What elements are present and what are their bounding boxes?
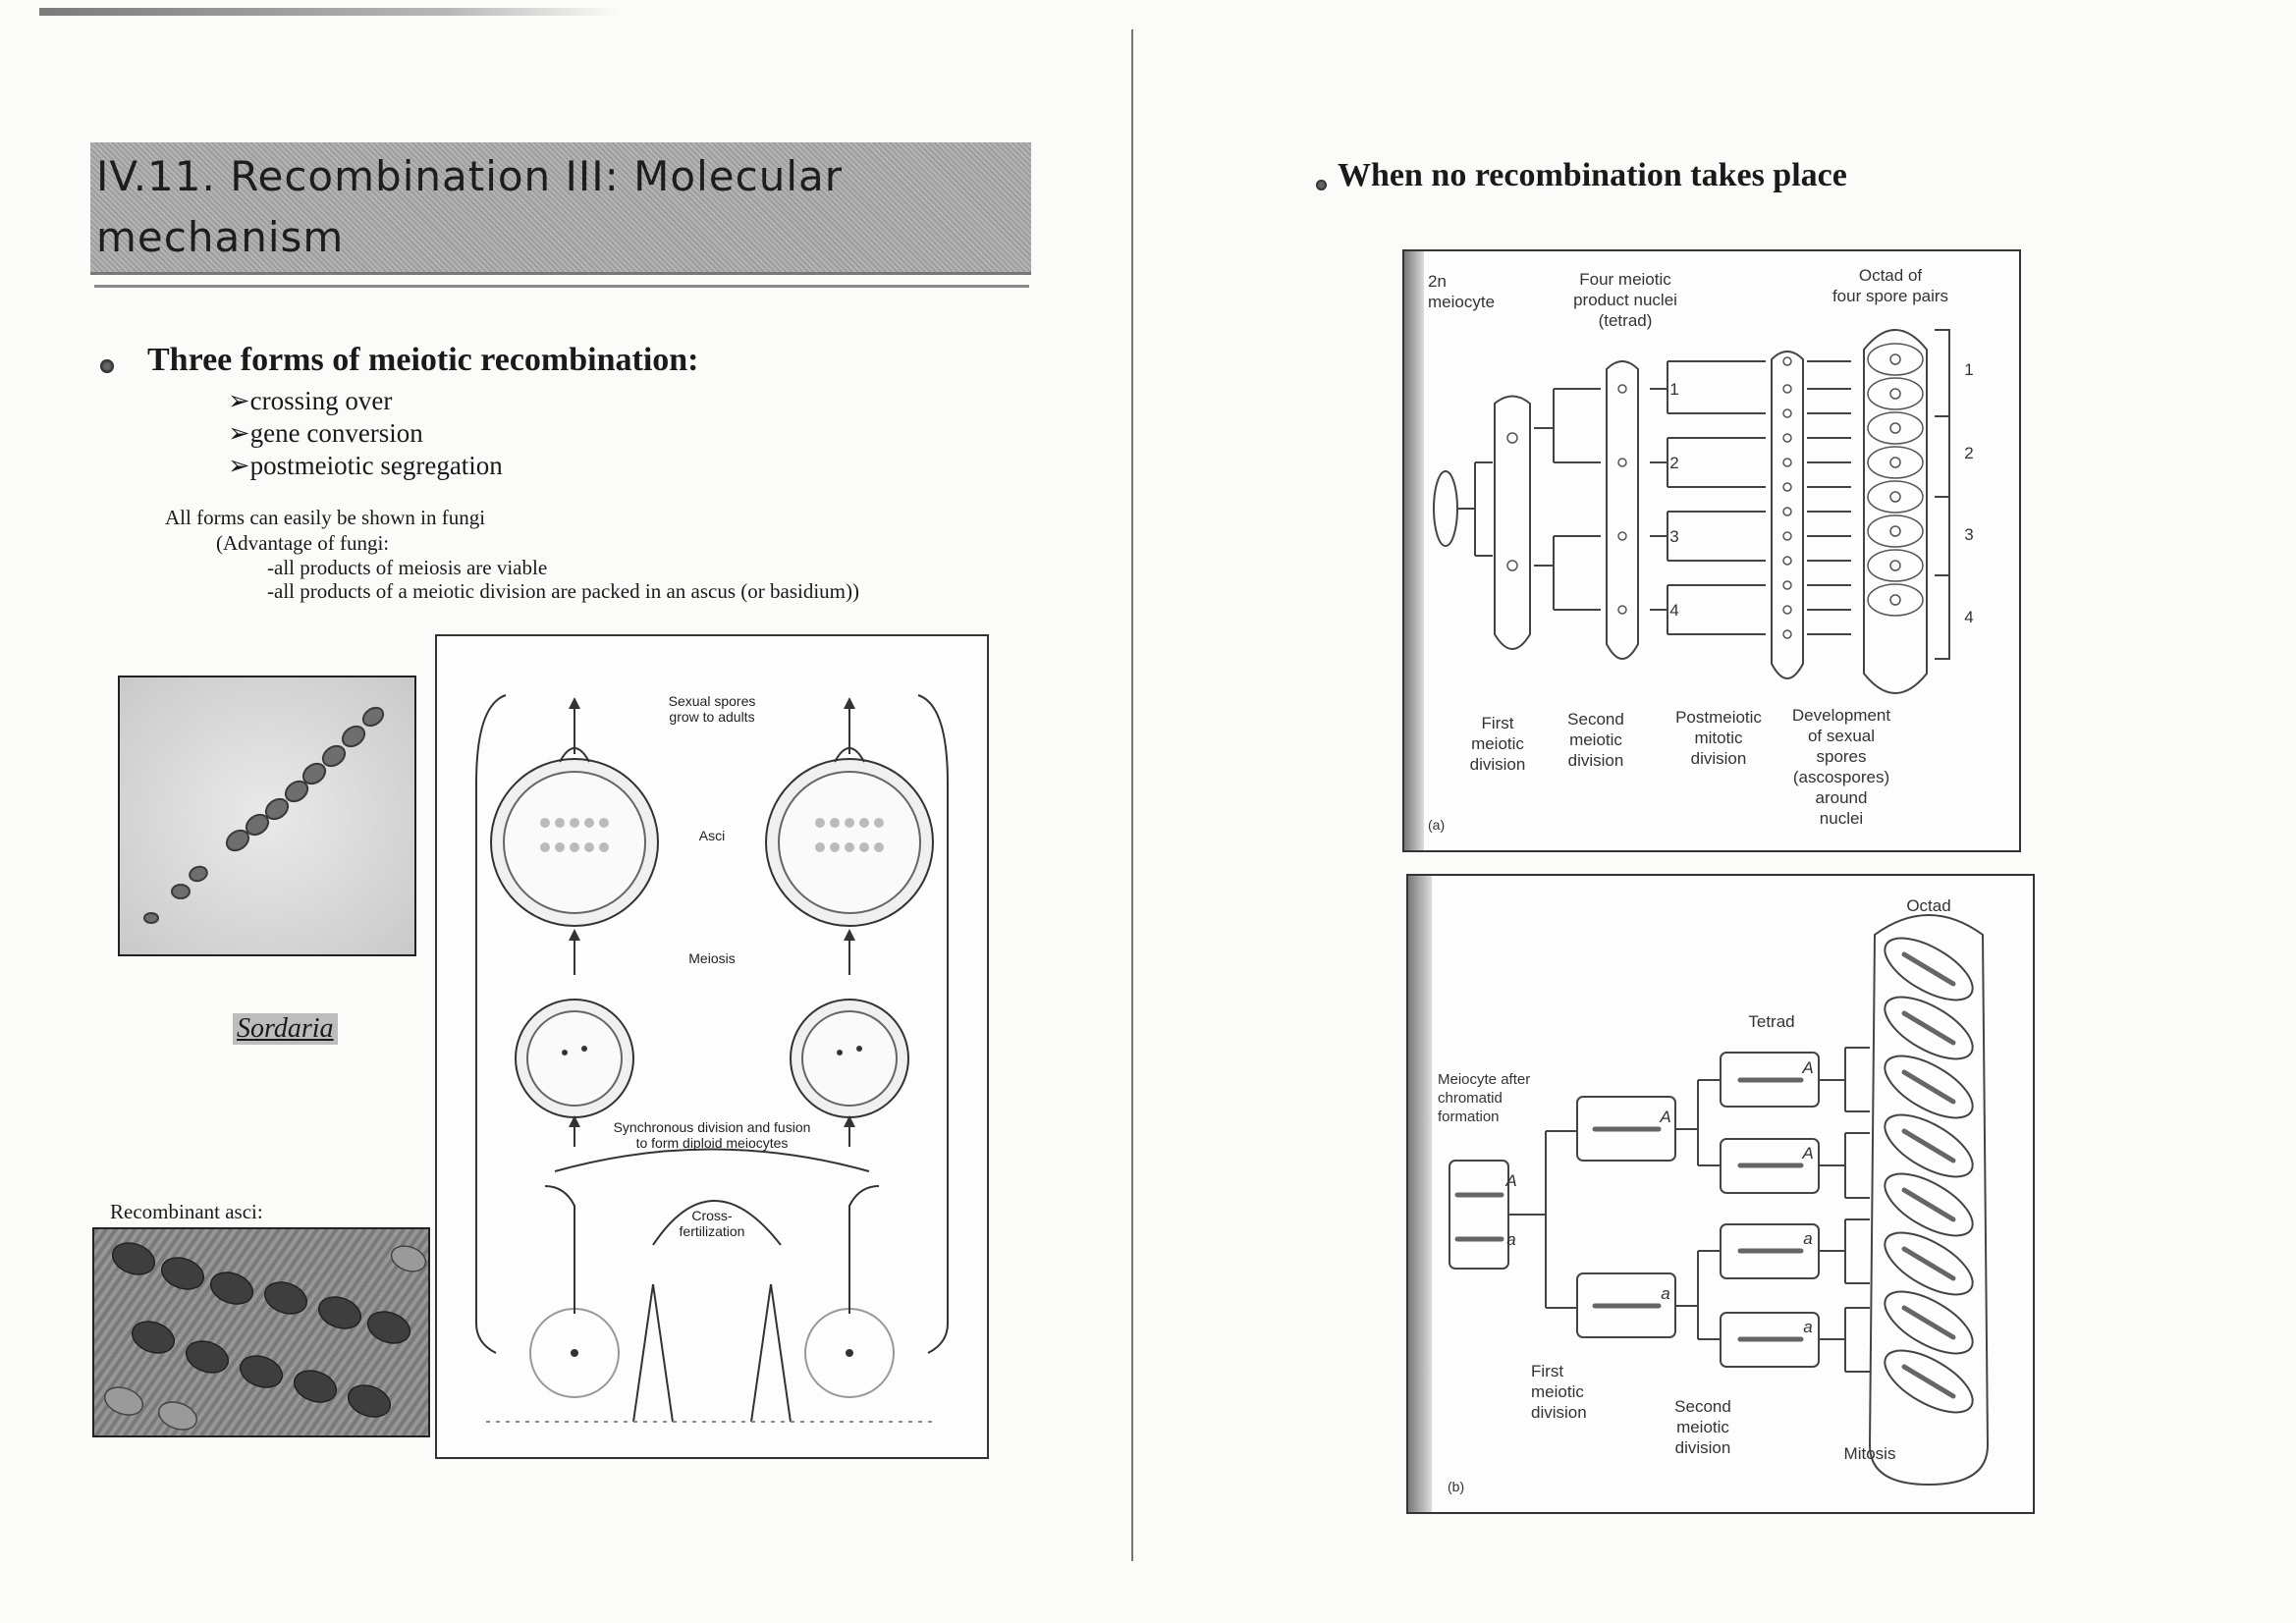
meiosis-label: Meiosis (688, 950, 736, 966)
allele-label-upper: A (1802, 1058, 1814, 1077)
sordaria-ascus-photo (118, 676, 416, 956)
advantage-line: (Advantage of fungi: (216, 531, 390, 555)
form-item-postmeiotic-segregation: ➢postmeiotic segregation (228, 451, 503, 480)
bullet-icon (100, 359, 114, 373)
title-line-2: mechanism (96, 213, 345, 261)
spore-chain-illustration (120, 677, 414, 954)
title-banner (90, 142, 1031, 275)
recombinant-asci-photo (92, 1227, 430, 1437)
cross-fertilization-label: Cross- fertilization (679, 1208, 745, 1239)
title-line-1: IV.11. Recombination III: Molecular (96, 152, 844, 200)
allele-label-upper: A (1802, 1144, 1814, 1163)
scan-edge-smudge (39, 8, 619, 16)
life-cycle-illustration (437, 636, 987, 1457)
title-rule (94, 285, 1029, 288)
octad-label: Octad of four spore pairs (1831, 266, 1949, 305)
packed-line: -all products of a meiotic division are packed in an ascus (or basidium)) (267, 579, 859, 603)
no-recombination-heading: When no recombination takes place (1338, 157, 1847, 193)
nucleus-number-2: 2 (1669, 454, 1679, 472)
octad-label: Octad (1906, 896, 1951, 915)
allele-label-lower: a (1661, 1284, 1670, 1303)
page-divider (1131, 29, 1133, 1561)
tetrad-label: Tetrad (1748, 1012, 1795, 1031)
recombinant-asci-caption: Recombinant asci: (110, 1200, 263, 1223)
mitosis-label: Mitosis (1843, 1444, 1896, 1463)
sordaria-life-cycle-diagram (435, 634, 989, 1459)
second-division-label: Second meiotic division (1674, 1397, 1731, 1457)
panel-a-id: (a) (1428, 817, 1446, 833)
pair-number-3: 3 (1964, 525, 1974, 544)
nucleus-number-4: 4 (1669, 601, 1679, 620)
second-division-label: Second meiotic division (1567, 710, 1624, 770)
form-item-crossing-over: ➢crossing over (228, 386, 393, 415)
allele-label-lower: a (1506, 1230, 1516, 1249)
viable-line: -all products of meiosis are viable (267, 556, 548, 579)
meiocyte-label: Meiocyte after chromatid formation (1438, 1071, 1531, 1125)
bullet-icon (1316, 180, 1327, 190)
sordaria-label: Sordaria (233, 1013, 338, 1045)
panel-a-diagram (1402, 249, 2021, 852)
development-label: Development of sexual spores (ascospores) around nuclei (1791, 706, 1891, 828)
asci-micrograph-illustration (94, 1229, 428, 1435)
panel-b-diagram (1406, 874, 2035, 1514)
panel-b-id: (b) (1448, 1479, 1465, 1494)
tetrad-label: Four meiotic product nuclei (tetrad) (1573, 270, 1677, 330)
asci-label: Asci (698, 828, 726, 843)
meiocyte-label: 2n meiocyte (1428, 272, 1496, 311)
fungi-line: All forms can easily be shown in fungi (165, 506, 486, 529)
allele-label-upper: A (1505, 1171, 1517, 1190)
nucleus-number-3: 3 (1669, 527, 1679, 546)
pair-number-4: 4 (1964, 608, 1974, 626)
first-division-label: First meiotic division (1531, 1362, 1587, 1422)
synchronous-division-label: Synchronous division and fusion to form diploid meiocytes (613, 1119, 811, 1151)
allele-label-upper: A (1660, 1108, 1671, 1126)
sexual-spores-label: Sexual spores grow to adults (668, 693, 756, 725)
allele-label-lower: a (1803, 1229, 1813, 1248)
allele-label-lower: a (1803, 1318, 1813, 1336)
nucleus-number-1: 1 (1669, 380, 1679, 399)
forms-heading: Three forms of meiotic recombination: (147, 342, 699, 378)
form-item-gene-conversion: ➢gene conversion (228, 418, 423, 448)
pair-number-2: 2 (1964, 444, 1974, 462)
pair-number-1: 1 (1964, 360, 1974, 379)
postmeiotic-division-label: Postmeiotic mitotic division (1675, 708, 1762, 768)
first-division-label: First meiotic division (1469, 714, 1526, 774)
